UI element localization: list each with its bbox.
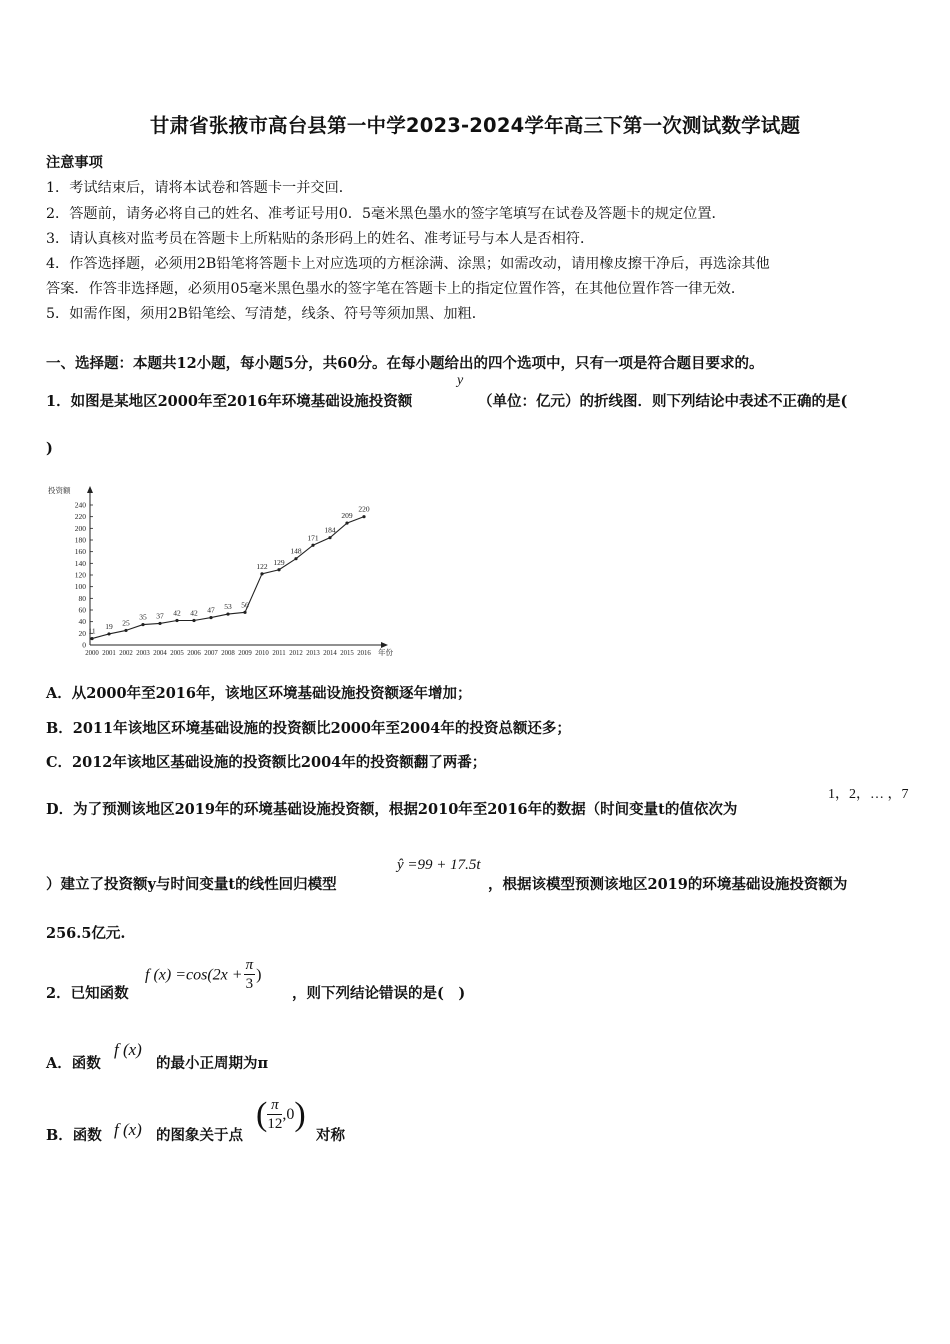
- notice-heading: 注意事项: [46, 155, 103, 171]
- y-tick-label: 60: [78, 605, 86, 615]
- data-point: [158, 622, 161, 625]
- data-point: [345, 521, 348, 524]
- data-label: 53: [224, 602, 232, 612]
- notice-item-1: 1．考试结束后，请将本试卷和答题卡一并交回．: [46, 180, 353, 196]
- q2-stem-part1: 2．已知函数: [46, 985, 129, 1002]
- data-label: 129: [273, 557, 285, 567]
- q1-option-c: C．2012年该地区基础设施的投资额比2004年的投资额翻了两番；: [46, 754, 487, 771]
- q2-option-b-point: [256, 1096, 306, 1134]
- data-point: [260, 572, 263, 575]
- q1-stem-part3: ): [46, 440, 53, 457]
- data-point: [243, 611, 246, 614]
- data-label: 19: [105, 621, 113, 631]
- y-tick-label: 100: [74, 582, 86, 592]
- data-point: [192, 619, 195, 622]
- page-title: 甘肃省张掖市高台县第一中学2023-2024学年高三下第一次测试数学试题: [149, 114, 801, 137]
- q2-fraction-numerator: π: [245, 957, 254, 973]
- q1-option-d-line2-tail: ，根据该模型预测该地区2019的环境基础设施投资额为: [488, 876, 848, 893]
- q2-option-b-text: 的图象关于点: [156, 1127, 243, 1144]
- data-label: 220: [358, 504, 370, 514]
- series-line: [92, 517, 364, 639]
- data-label: 148: [290, 546, 302, 556]
- data-label: 37: [156, 611, 164, 621]
- notice-item-4: 4．作答选择题，必须用2B铅笔将答题卡上对应选项的方框涂满、涂黑；如需改动，请用橡皮擦干净后，再选涂其他: [46, 256, 770, 272]
- x-tick-label: 2003: [136, 650, 150, 657]
- x-tick-label: 2007: [204, 650, 218, 657]
- data-point: [226, 612, 229, 615]
- data-label: 11: [88, 626, 96, 636]
- data-point: [141, 623, 144, 626]
- x-tick-label: 2015: [340, 650, 354, 657]
- right-paren-icon: ): [294, 1096, 306, 1133]
- q2-option-b-function: f (x): [114, 1120, 142, 1139]
- y-tick-label: 20: [78, 628, 86, 638]
- x-tick-label: 2012: [289, 650, 303, 657]
- notice-item-3: 3．请认真核对监考员在答题卡上所粘贴的条形码上的姓名、准考证号与本人是否相符．: [46, 231, 595, 247]
- notice-item-2: 2．答题前，请务必将自己的姓名、准考证号用0．5毫米黑色墨水的签字笔填写在试卷及答题卡的规定位置．: [46, 206, 726, 222]
- data-point: [277, 568, 280, 571]
- q2-option-b-denominator: 12: [267, 1116, 283, 1132]
- q1-regression-model: ŷ =99 + 17.5t: [397, 857, 481, 873]
- y-tick-label: 220: [74, 512, 86, 522]
- q2-function-lhs: f (x) =cos(2x +: [145, 966, 243, 984]
- q1-line-chart: [44, 480, 404, 660]
- data-point: [209, 616, 212, 619]
- x-tick-label: 2014: [323, 650, 337, 657]
- x-axis-label: 年份: [378, 648, 393, 657]
- x-tick-label: 2010: [255, 650, 269, 657]
- q2-option-a-function: f (x): [114, 1040, 142, 1059]
- data-label: 25: [122, 618, 130, 628]
- y-tick-label: 180: [74, 535, 86, 545]
- data-label: 35: [139, 612, 147, 622]
- q1-option-b: B．2011年该地区环境基础设施的投资额比2000年至2004年的投资总额还多；: [46, 720, 571, 737]
- data-label: 122: [256, 561, 268, 571]
- data-point: [124, 629, 127, 632]
- y-tick-label: 200: [74, 523, 86, 533]
- y-tick-label: 160: [74, 547, 86, 557]
- data-label: 42: [173, 608, 181, 618]
- q1-option-d-line2: ）建立了投资额y与时间变量t的线性回归模型: [46, 876, 337, 893]
- data-point: [328, 536, 331, 539]
- data-label: 56: [241, 600, 249, 610]
- q2-function-close: ): [256, 966, 262, 984]
- data-label: 47: [207, 605, 215, 615]
- notice-item-4-cont: 答案．作答非选择题，必须用05毫米黑色墨水的签字笔在答题卡上的指定位置作答，在其他位置作答一律无效．: [46, 281, 746, 297]
- q2-fraction-pi-over-3: [244, 958, 256, 992]
- q1-option-d-sequence: 1，2，… ，7: [828, 787, 909, 802]
- data-point: [311, 544, 314, 547]
- x-tick-label: 2002: [119, 650, 133, 657]
- x-tick-label: 2005: [170, 650, 184, 657]
- data-point: [90, 637, 93, 640]
- q2-option-b-prefix: B．函数: [46, 1127, 102, 1144]
- y-tick-label: 40: [78, 617, 86, 627]
- x-tick-label: 2001: [102, 650, 116, 657]
- left-paren-icon: (: [256, 1096, 268, 1133]
- q1-option-d-line3: 256.5亿元.: [46, 925, 126, 942]
- y-tick-label: 0: [82, 640, 86, 650]
- q2-option-a-text: 的最小正周期为π: [156, 1055, 269, 1072]
- data-label: 184: [324, 525, 336, 535]
- y-tick-label: 80: [78, 593, 86, 603]
- y-axis-label: 投资额: [48, 486, 71, 495]
- y-tick-label: 120: [74, 570, 86, 580]
- q1-option-d-line1: D．为了预测该地区2019年的环境基础设施投资额，根据2010年至2016年的数据（时间变量t的值依次为: [46, 801, 738, 818]
- x-tick-label: 2006: [187, 650, 201, 657]
- x-tick-label: 2009: [238, 650, 252, 657]
- q2-stem-part2: ，则下列结论错误的是( ): [292, 985, 466, 1002]
- q2-option-a-prefix: A．函数: [46, 1055, 101, 1072]
- q1-stem-part2: （单位：亿元）的折线图．则下列结论中表述不正确的是(: [478, 393, 848, 410]
- data-point: [362, 515, 365, 518]
- q2-option-b-numerator: π: [267, 1098, 282, 1115]
- x-tick-label: 2013: [306, 650, 320, 657]
- data-label: 42: [190, 608, 198, 618]
- data-point: [294, 557, 297, 560]
- q2-option-b-fraction: [267, 1098, 282, 1132]
- x-tick-label: 2016: [357, 650, 371, 657]
- section-heading: 一、选择题：本题共12小题，每小题5分，共60分。在每小题给出的四个选项中，只有一项是符合题目要求的。: [46, 355, 764, 372]
- x-tick-label: 2004: [153, 650, 167, 657]
- y-tick-label: 240: [74, 500, 86, 510]
- q2-function-expression: [145, 958, 261, 992]
- q1-var-y: y: [457, 373, 464, 388]
- x-tick-label: 2008: [221, 650, 235, 657]
- q1-option-a: A．从2000年至2016年，该地区环境基础设施投资额逐年增加；: [46, 685, 472, 702]
- notice-item-5: 5．如需作图，须用2B铅笔绘、写清楚，线条、符号等须加黑、加粗．: [46, 306, 486, 322]
- x-tick-label: 2000: [85, 650, 99, 657]
- q2-option-b-zero: ,0: [282, 1106, 295, 1123]
- data-label: 171: [307, 533, 319, 543]
- data-point: [175, 619, 178, 622]
- q2-option-b-tail: 对称: [316, 1127, 345, 1144]
- y-tick-label: 140: [74, 558, 86, 568]
- q1-stem-part1: 1．如图是某地区2000年至2016年环境基础设施投资额: [46, 393, 413, 410]
- data-point: [107, 632, 110, 635]
- q2-fraction-denominator: 3: [245, 976, 254, 992]
- x-tick-label: 2011: [272, 650, 286, 657]
- data-label: 209: [341, 511, 353, 521]
- y-axis-arrow: [87, 486, 93, 493]
